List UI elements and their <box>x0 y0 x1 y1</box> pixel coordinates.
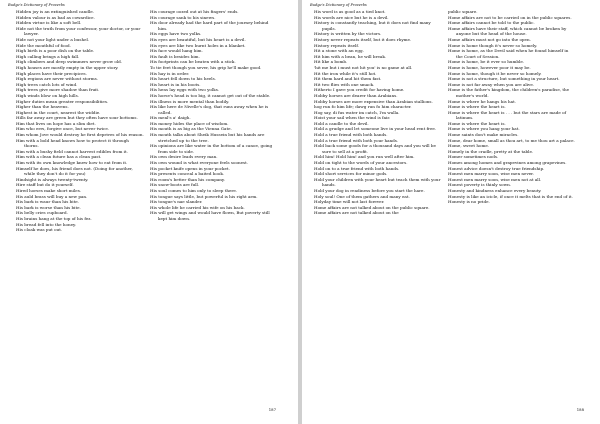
proverb-entry: Hoist your sail when the wind is fair. <box>314 115 391 121</box>
proverb-entry: Him with a clean future has a clean past. <box>16 154 102 160</box>
proverb-entry: Hidden joy is an extinguished candle. <box>16 9 94 14</box>
proverb-entry: Higher than the heavens. <box>16 104 69 110</box>
proverb-entry: Hidden valour is as bad as cowardice. <box>16 14 95 20</box>
proverb-entry: Hitherto I gave you credit for having home. <box>314 87 405 93</box>
proverb-entry: His whole life he carried his wife on his back. <box>150 204 245 210</box>
proverb-entry: Home is home, though it be never so homely. <box>448 70 542 76</box>
proverb-entry: His heart is in his boots. <box>150 81 201 87</box>
proverb-entry: Home, sweet home. <box>448 143 490 149</box>
proverb-entry: Home affairs are not talked about on the public square. <box>314 204 430 210</box>
left-column-2 <box>150 9 278 222</box>
proverb-entry: Holyday time will not last forever. <box>314 199 385 205</box>
proverb-entry: His heart fell down to his heels. <box>150 76 217 82</box>
proverb-entry: Hindsight is always twenty-twenty. <box>16 176 89 182</box>
proverb-entry: Hire staff but do it yourself. <box>16 182 74 188</box>
proverb-entry: His eyes are beautiful, but his heart is a devil. <box>150 36 246 42</box>
proverb-entry: His word is as good as a tied knot. <box>314 9 386 14</box>
proverb-entry: His bread fell into the honey. <box>16 221 77 227</box>
proverb-entry: His will get wings and would have flown, But poverty still kept him down. <box>150 210 270 221</box>
proverb-entry: High regions are never without storms. <box>16 76 99 82</box>
proverb-entry: His hay is in order. <box>150 70 190 76</box>
proverb-entry: Home is home though it's never so homely. <box>448 42 538 48</box>
proverb-entry: Hold on to a true friend with both hands. <box>314 165 400 171</box>
proverb-entry: His room's better than his company. <box>150 176 226 182</box>
proverb-entry: Honest advice doesn't destroy true friendship. <box>448 165 545 171</box>
proverb-entry: Hog say, di fus water im catch, I'm walla. <box>314 109 400 115</box>
proverb-entry: His fault is besides him. <box>150 53 200 59</box>
proverb-entry: hog run fo him life; dawg run fo him character. <box>314 104 412 110</box>
proverb-entry: Hide the mouthful of food. <box>16 42 71 48</box>
proverb-entry: His belly cries cupboard. <box>16 210 68 216</box>
page-number: 188 <box>576 407 584 412</box>
proverb-entry: His auld brass will buy a new pan. <box>16 193 88 199</box>
proverb-entry: Highest in the court, nearest the widdie. <box>16 109 101 115</box>
proverb-entry: His meal's a' daigh. <box>150 115 191 121</box>
proverb-entry: Hold your children with your heart but teach them with your hands. <box>314 176 441 188</box>
proverb-entry: Home saints don't make miracles. <box>448 132 519 138</box>
proverb-entry: His courage oozed out at his fingers' ends. <box>150 9 239 14</box>
proverb-entry: Home is where he hangs his hat. <box>448 98 517 104</box>
proverb-entry: His horse's head is too big, it cannot get out of the stable. <box>150 92 271 98</box>
proverb-entry: High calling brings a high fall. <box>16 53 80 59</box>
right-page <box>302 0 600 424</box>
proverb-entry: Homes among homes and grapevines among grapevines. <box>448 160 567 166</box>
proverb-entry: Him whom Jove would destroy he first deprives of his reason. <box>16 132 144 138</box>
proverb-entry: Honesty is no pride. <box>448 199 490 205</box>
proverb-entry: His snow-boots are full. <box>150 182 200 188</box>
proverb-entry: High houses are mostly empty in the upper story. <box>16 64 119 70</box>
proverb-entry: Home is where the heart is. <box>448 104 506 110</box>
proverb-entry: Him who errs, forgive once, but never twice. <box>16 126 110 132</box>
proverb-entry: His mouth is as big as the Vienna Gate. <box>150 126 232 132</box>
proverb-entry: Himself he does, his friend does not. (Doing for another, while they don't do it for you) <box>16 165 133 177</box>
proverb-entry: Home is where you hang your hat. <box>448 126 520 132</box>
proverb-entry: His illness is more mental than bodily. <box>150 98 230 104</box>
proverb-entry: Him with its own knowledge knew how to eat from it. <box>16 160 128 166</box>
proverb-entry: His like here de Nivelle's dog, that runs away when he is called. <box>150 104 269 115</box>
proverb-entry: Hit the iron while it's still hot. <box>314 70 377 76</box>
proverb-entry: Hold a grudge and let someone live in your head rent free. <box>314 126 437 132</box>
proverb-entry: History is written by the victors. <box>314 31 382 37</box>
proverb-entry: Hold him! Hold him! and you run well after him. <box>314 154 415 160</box>
proverb-entry: Home affairs are not to be carried on in the public squares. <box>448 14 572 20</box>
proverb-entry: High birth is a poor dish on the table. <box>16 48 95 54</box>
left-page <box>0 0 298 424</box>
proverb-entry: His eyes are like two burnt holes in a blanket. <box>150 42 246 48</box>
proverb-entry: public square. <box>448 9 478 14</box>
proverb-entry: Hit them hard and hit them fast. <box>314 76 382 82</box>
left-column-1 <box>16 9 144 233</box>
proverb-entry: History never repeats itself, but it does rhyme. <box>314 36 412 42</box>
proverb-entry: His bark is waur than his bite. <box>16 199 79 205</box>
proverb-entry: History is constantly teaching, but it does not find many pupils. <box>314 20 431 31</box>
proverb-entry: Home is not a structure, but something in your heart. <box>448 76 560 82</box>
proverb-entry: His hens lay eggs with two yolks. <box>150 87 220 93</box>
proverb-entry: Him with a bold head knows how to protect it through thorns. <box>16 137 129 149</box>
proverb-entry: Hold a candle to the devil. <box>314 120 369 126</box>
proverb-entry: His mouth talks about Sheik Hussein but his hands are stretched up to the tree. <box>150 132 265 143</box>
proverb-entry: Hit a stone with an egg. <box>314 48 364 54</box>
proverb-entry: Home is where the heart is . . . but the stars are made of latinum. <box>448 109 567 121</box>
proverb-entry: Honest poverty is thinly sown. <box>448 182 512 188</box>
proverb-entry: Home is home, however poor it may be. <box>448 64 531 70</box>
proverb-entry: Hobby horses are dearer than Arabians. <box>314 92 398 98</box>
proverb-entry: His opinions are like water in the bottom of a canoe, going from side to side. <box>150 143 273 154</box>
proverb-entry: Him that lives on hope has a slim diet. <box>16 120 96 126</box>
proverb-entry: Home is where the heart is. <box>448 120 506 126</box>
page-header: Budge's Dictionary of Proverbs <box>8 3 65 7</box>
proverb-entry: History repeats itself. <box>314 42 360 48</box>
proverb-entry: His eggs have two yolks. <box>150 31 202 37</box>
proverb-entry: Hidden virtue is like a soft bell. <box>16 20 82 26</box>
proverb-entry: His brains hang at the top of his fez. <box>16 215 92 221</box>
proverb-entry: Hold short services for minor gods. <box>314 171 388 177</box>
proverb-entry: Him with a bushy field cannot harvest edibles from it. <box>16 148 128 154</box>
proverb-entry: Hold on tight to the words of your ancestors. <box>314 160 408 166</box>
proverb-entry: His bark is worse than his bite. <box>16 204 81 210</box>
proverb-entry: Home affairs cannot be told to the public. <box>448 20 535 26</box>
proverb-entry: His money hides the place of wisdom. <box>150 120 229 126</box>
proverb-entry: Honesty is like an icicle, if once it melts that is the end of it. <box>448 193 573 199</box>
right-column-2 <box>448 9 576 205</box>
proverb-entry: Hit like a bomb. <box>314 59 348 65</box>
proverb-entry: Home affairs are not talked about on the <box>314 210 399 216</box>
proverb-entry: Higher duties mean greater responsibilities. <box>16 98 109 104</box>
proverb-entry: His tongue's nae slander. <box>150 199 203 205</box>
right-column-1 <box>314 9 442 216</box>
proverb-entry: Hobby horses are more expensive than Arabian stallions. <box>314 98 433 104</box>
page-header: Budge's Dictionary of Proverbs <box>310 3 367 7</box>
proverb-entry: His tongue says little, but powerful is his right arm. <box>150 193 258 199</box>
proverb-entry: Hills far away are green but they often have sour bottoms. <box>16 115 138 121</box>
proverb-entry: Hold your dog in readiness before you start the hare. <box>314 188 425 193</box>
proverb-entry: Honesty and kindness enhance every beauty. <box>448 188 542 193</box>
proverb-entry: Hold back some goods for a thousand days and you will be sure to sell at a profit. <box>314 143 436 154</box>
proverb-entry: Honest men marry soon, wise men not at all. <box>448 176 542 182</box>
proverb-entry: Home, dear home, small as thou art, to me thou art a palace. <box>448 137 575 143</box>
proverb-entry: Hired horses make short miles. <box>16 188 82 193</box>
proverb-entry: His courage sank to his sinews. <box>150 14 216 20</box>
proverb-entry: High places have their precipices. <box>16 70 87 76</box>
proverb-entry: His pocket knife opens in your pocket. <box>150 165 230 171</box>
proverb-entry: Homely in the cradle, pretty at the table. <box>448 148 534 154</box>
proverb-entry: His cloak was put out. <box>16 227 63 233</box>
proverb-entry: His presents conceal a baited hook. <box>150 171 225 177</box>
proverb-entry: Home affairs must not go into the open. <box>448 36 531 42</box>
proverb-entry: Hit him with a bean, he will break. <box>314 53 387 59</box>
proverb-entry: His door already had the hard part of the journey behind him. <box>150 20 269 31</box>
proverb-entry: High winds blow on high hills. <box>16 92 79 98</box>
proverb-entry: To tie feet though you sever, his grip he'll make good. <box>150 64 262 70</box>
proverb-entry: Home is home, as the Devil said when he found himself in the Court of Session. <box>448 48 569 59</box>
proverb-entry: His soul comes to him only to sleep there. <box>150 188 238 193</box>
proverb-entry: Hide not your light under a bushel. <box>16 36 90 42</box>
proverb-entry: High climbers and deep swimmers never grow old. <box>16 59 123 65</box>
proverb-entry: Home is home, be it ever so humble. <box>448 59 525 65</box>
proverb-entry: Hide not the truth from your confessor, your doctor, or your lawyer. <box>16 25 141 37</box>
proverb-entry: His own wound is what everyone feels soonest. <box>150 160 249 166</box>
proverb-entry: His footprints can be beaten with a stick. <box>150 59 236 65</box>
proverb-entry: Hold a true friend with both your hands. <box>314 137 399 143</box>
proverb-entry: Hold a true friend with both hands. <box>314 132 388 138</box>
proverb-entry: High trees catch lots of wind. <box>16 81 78 87</box>
proverb-entry: Homer sometimes nods. <box>448 154 499 160</box>
proverb-entry: His own desire leads every man. <box>150 154 218 160</box>
proverb-entry: Holy soul! One of them gathers and many eat. <box>314 193 410 199</box>
proverb-entry: His words are nice but he is a devil. <box>314 14 389 20</box>
proverb-entry: High trees give more shadow than fruit. <box>16 87 100 93</box>
proverb-entry: Hit two flies with one smack. <box>314 81 375 87</box>
proverb-entry: Home is the father's kingdom, the children's paradise, the mother's world. <box>448 87 570 98</box>
proverb-entry: 'hit me but i must not hit you' is no game at all. <box>314 64 413 70</box>
proverb-entry: Home is not far away when you are alive. <box>448 81 535 87</box>
proverb-entry: Home affairs have their staff, which cannot be broken by anyone but the head of the house. <box>448 25 567 37</box>
proverb-entry: Honest men marry soon, wise men never. <box>448 171 534 177</box>
proverb-entry: His face would hang him. <box>150 48 203 54</box>
page-number: 187 <box>268 407 276 412</box>
